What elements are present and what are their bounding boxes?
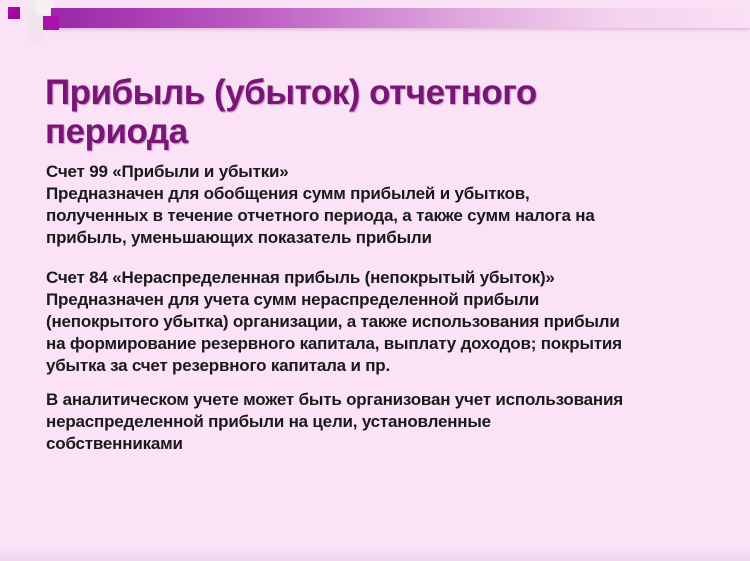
section-text-line: Предназначен для учета сумм нераспределенной прибыли bbox=[46, 290, 540, 309]
section-text-line: полученных в течение отчетного периода, а также сумм налога на bbox=[46, 206, 595, 225]
section-account-99 bbox=[46, 161, 724, 249]
bottom-fade-band bbox=[0, 545, 750, 561]
section-text-line: на формирование резервного капитала, выплату доходов; покрытия bbox=[46, 334, 622, 353]
deco-gradient-banner bbox=[51, 8, 750, 28]
slide-title bbox=[45, 73, 537, 151]
section-text-line: прибыль, уменьшающих показатель прибыли bbox=[46, 228, 432, 247]
deco-dark-square bbox=[8, 7, 20, 19]
slide-title-line-2: периода bbox=[45, 112, 188, 152]
section-text-line: собственниками bbox=[46, 434, 183, 453]
section-text-line: В аналитическом учете может быть организован учет использования bbox=[46, 390, 623, 409]
slide-title-line-1: Прибыль (убыток) отчетного bbox=[45, 73, 537, 113]
section-text-line: убытка за счет резервного капитала и пр. bbox=[46, 356, 391, 375]
section-heading: Счет 99 «Прибыли и убытки» bbox=[46, 162, 289, 181]
section-text-line: нераспределенной прибыли на цели, установленные bbox=[46, 412, 491, 431]
section-analytical-note bbox=[46, 389, 724, 455]
section-text-line: (непокрытого убытка) организации, а также использования прибыли bbox=[46, 312, 620, 331]
section-text-line: Предназначен для обобщения сумм прибылей и убытков, bbox=[46, 184, 530, 203]
section-account-84 bbox=[46, 267, 724, 377]
section-heading: Счет 84 «Нераспределенная прибыль (непокрытый убыток)» bbox=[46, 268, 555, 287]
deco-step-square bbox=[43, 16, 59, 30]
